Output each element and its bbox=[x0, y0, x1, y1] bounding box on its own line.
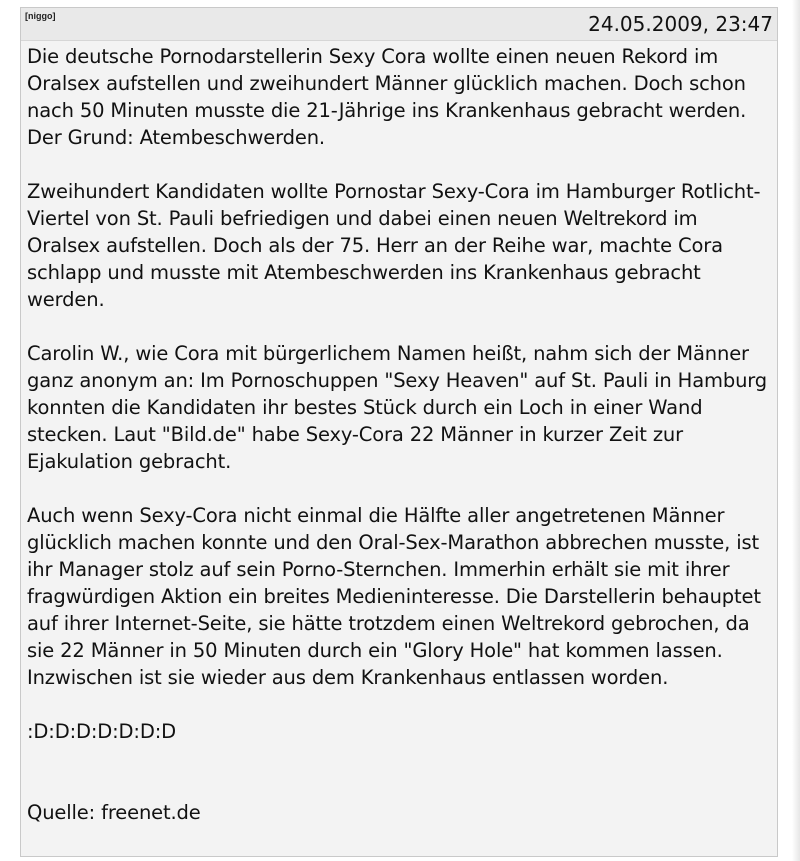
post-paragraph: Zweihundert Kandidaten wollte Pornostar Sexy-Cora im Hamburger Rotlicht-Viertel von St. Pauli befriedigen und dabei einen neuen Weltrekord im Oralsex aufstellen. Doch als der 75. Herr an der Reihe war, machte Cora schlapp und musste mit Atembeschwerden ins Krankenhaus gebracht werden. bbox=[27, 180, 761, 311]
forum-post bbox=[20, 7, 778, 857]
page-edge bbox=[792, 0, 800, 861]
post-author[interactable]: [niggo] bbox=[25, 11, 56, 21]
post-header bbox=[21, 8, 777, 41]
post-paragraph: Die deutsche Pornodarstellerin Sexy Cora wollte einen neuen Rekord im Oralsex aufstellen und zweihundert Männer glücklich machen. Doch schon nach 50 Minuten musste die 21-Jährige ins Krankenhaus gebracht werden. Der Grund: Atembeschwerden. bbox=[27, 45, 747, 149]
source-line: Quelle: freenet.de bbox=[27, 801, 201, 824]
post-body bbox=[21, 41, 777, 826]
post-paragraph: Auch wenn Sexy-Cora nicht einmal die Hälfte aller angetretenen Männer glücklich machen konnte und den Oral-Sex-Marathon abbrechen musste, ist ihr Manager stolz auf sein Porno-Sternchen. Immerhin erhält sie mit ihrer fragwürdigen Aktion ein breites Medieninteresse. Die Darstellerin behauptet auf ihrer Internet-Seite, sie hätte trotzdem einen Weltrekord gebrochen, da sie 22 Männer in 50 Minuten durch ein "Glory Hole" hat kommen lassen. Inzwischen ist sie wieder aus dem Krankenhaus entlassen worden. bbox=[27, 504, 761, 689]
smiley-line: :D:D:D:D:D:D:D bbox=[27, 720, 176, 743]
post-timestamp: 24.05.2009, 23:47 bbox=[588, 12, 773, 36]
post-paragraph: Carolin W., wie Cora mit bürgerlichem Namen heißt, nahm sich der Männer ganz anonym an: Im Pornoschuppen "Sexy Heaven" auf St. Pauli in Hamburg konnten die Kandidaten ihr bestes Stück durch ein Loch in einer Wand stecken. Laut "Bild.de" habe Sexy-Cora 22 Männer in kurzer Zeit zur Ejakulation gebracht. bbox=[27, 342, 768, 473]
